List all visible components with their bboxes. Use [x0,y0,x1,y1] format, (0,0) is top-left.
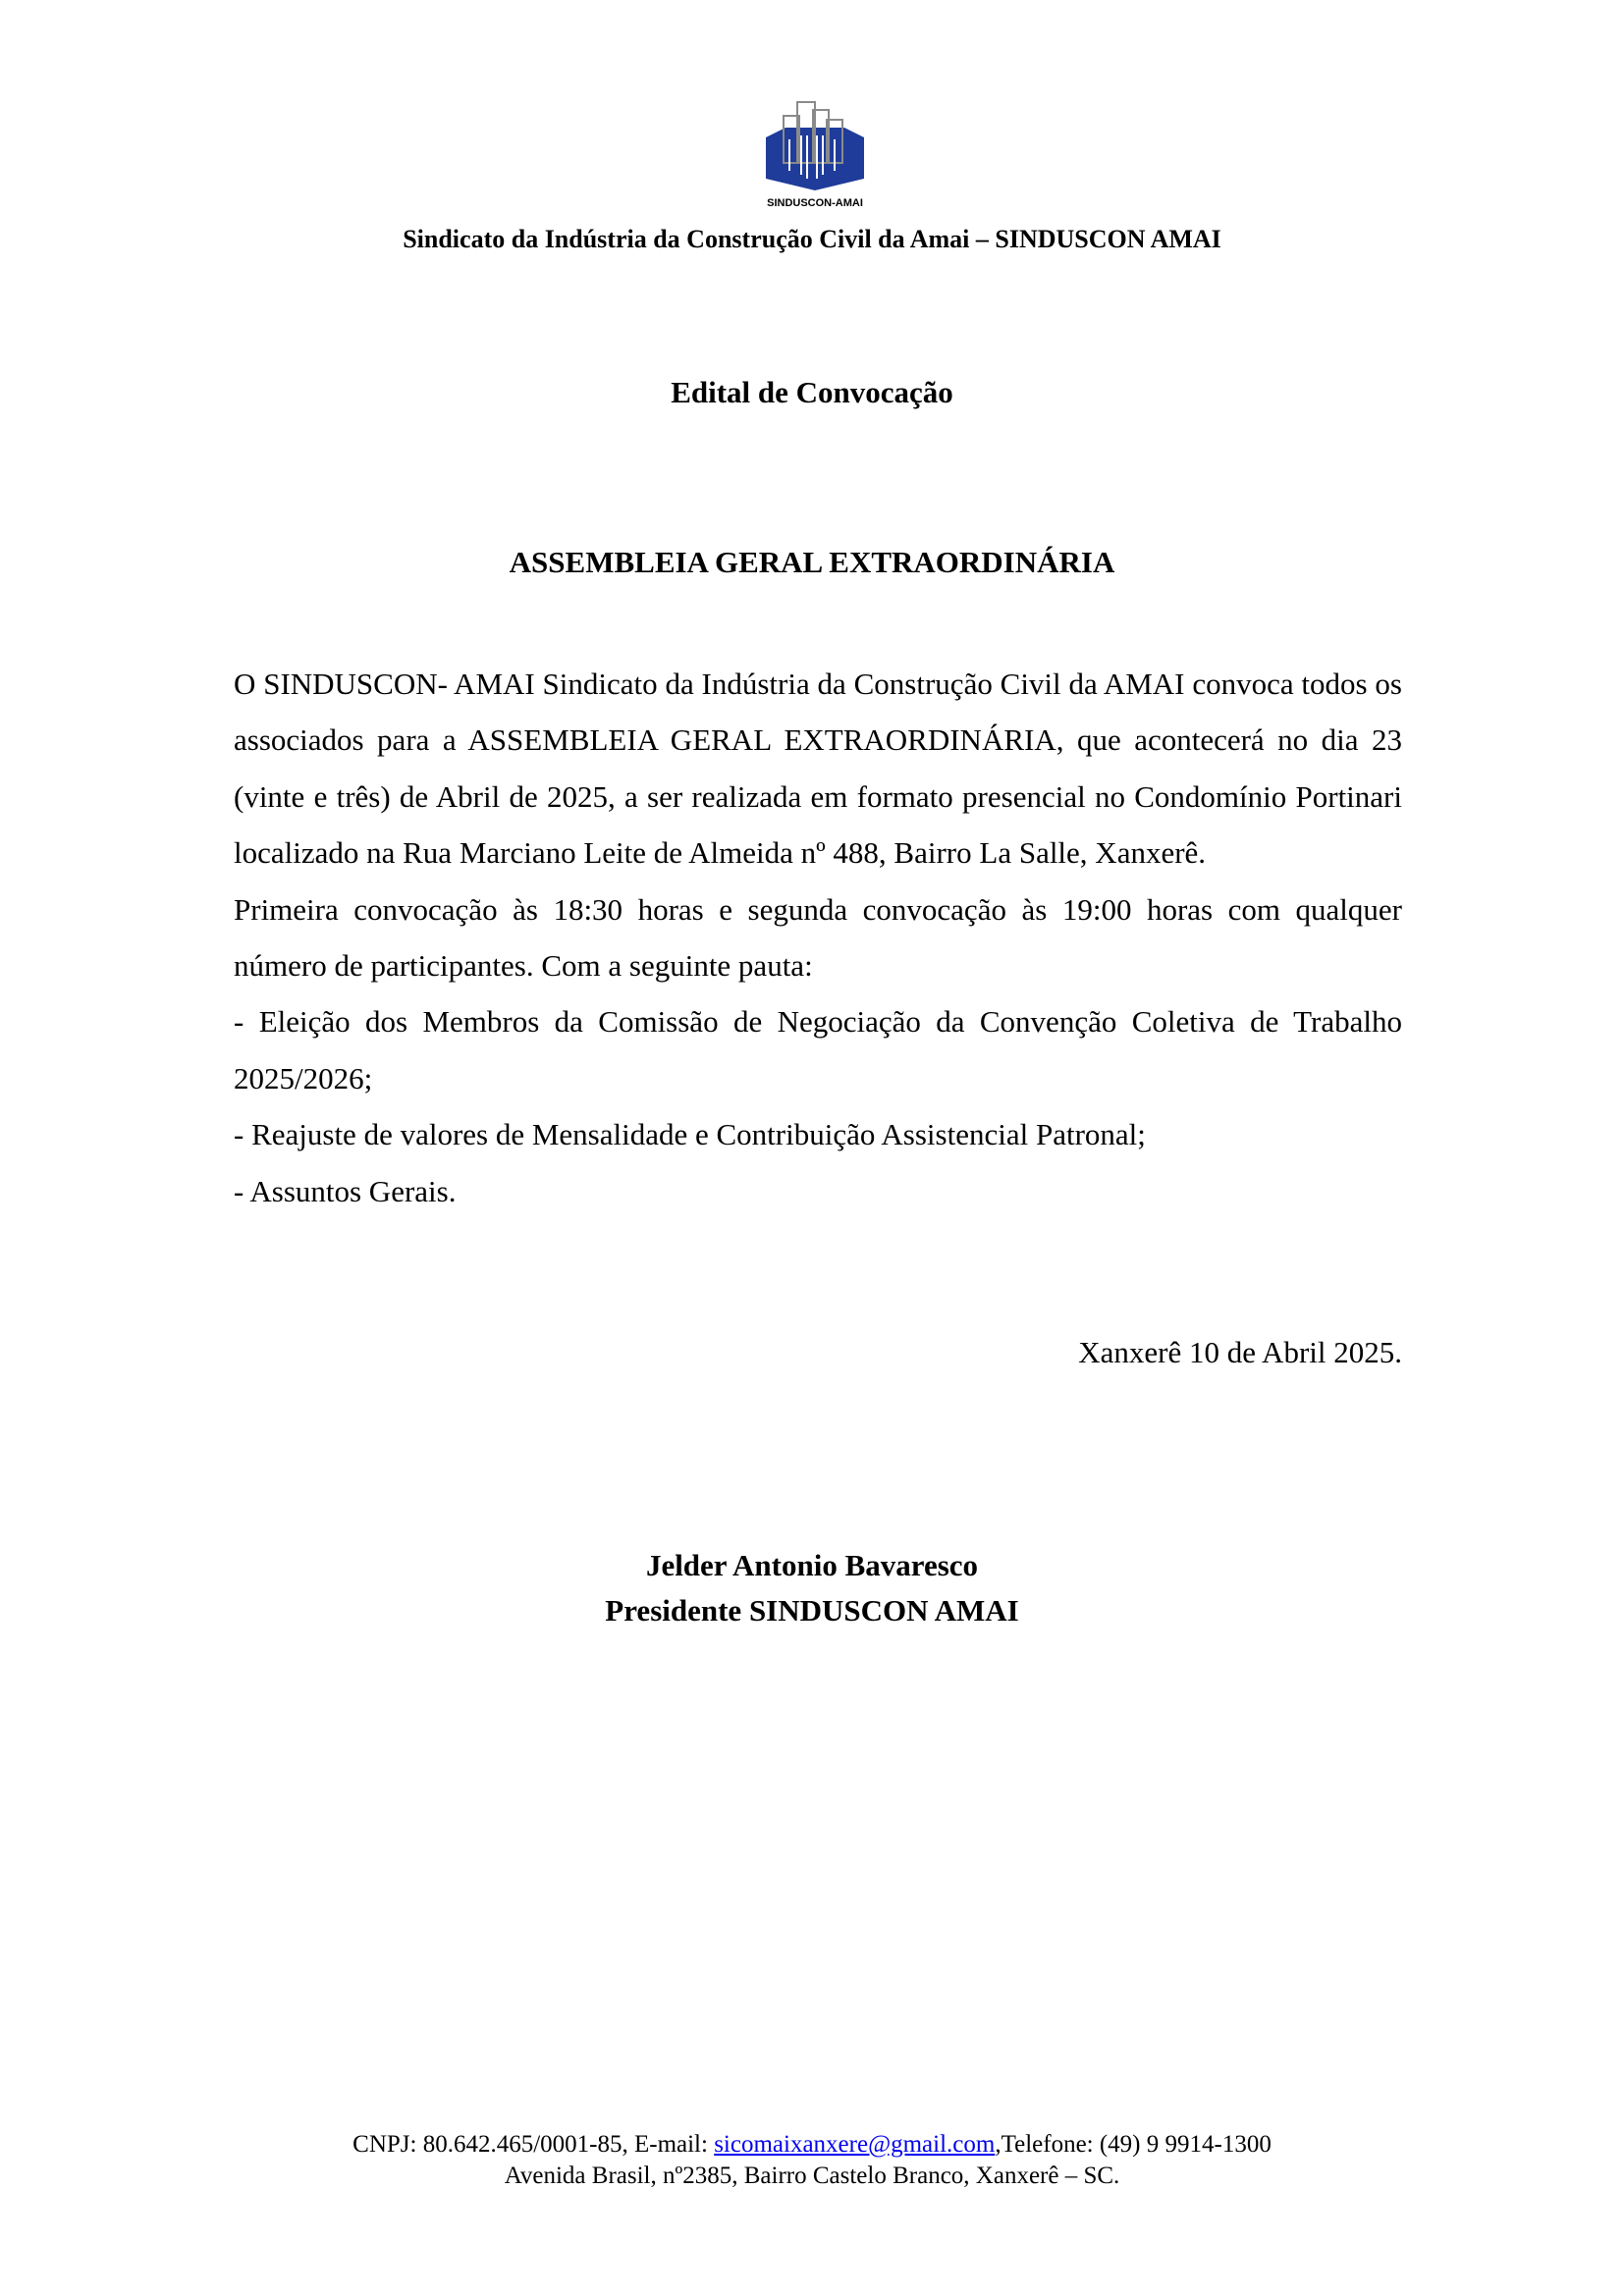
agenda-item: - Assuntos Gerais. [234,1173,457,1208]
edital-title: Edital de Convocação [671,375,953,409]
signatory-name: Jelder Antonio Bavaresco [645,1548,979,1582]
organization-line: Sindicato da Indústria da Construção Civil da Amai – SINDUSCON AMAI [403,225,1221,253]
logo-text: SINDUSCON-AMAI [767,197,863,209]
schedule-paragraph: Primeira convocação às 18:30 horas e segunda convocação às 19:00 horas com qualquer número de participantes. Com a seguinte pauta: [234,891,1402,984]
assembly-title: ASSEMBLEIA GERAL EXTRAORDINÁRIA [509,545,1115,579]
date-line: Xanxerê 10 de Abril 2025. [1078,1335,1402,1369]
footer-cnpj-text: CNPJ: 80.642.465/0001-85, E-mail: [352,2131,715,2158]
footer [0,2129,1624,2192]
agenda-item: - Eleição dos Membros da Comissão de Negociação da Convenção Coletiva de Trabalho 2025/2026; [234,1004,1402,1095]
convocation-paragraph: O SINDUSCON- AMAI Sindicato da Indústria da Construção Civil da AMAI convoca todos os associados para a ASSEMBLEIA GERAL EXTRAORDINÁRIA, que acontecerá no dia 23 (vinte e três) de Abril de 2025, a ser realizada em formato presencial no Condomínio Portinari localizado na Rua Marciano Leite de Almeida nº 488, Bairro La Salle, Xanxerê. [234,667,1402,871]
email-link[interactable]: sicomaixanxere@gmail.com [714,2131,996,2158]
signatory-role: Presidente SINDUSCON AMAI [605,1593,1019,1628]
document-body [234,656,1402,1219]
sinduscon-logo [756,96,874,210]
signature-block [0,1543,1624,1633]
footer-phone-text: ,Telefone: (49) 9 9914-1300 [995,2131,1272,2158]
building-icon [756,96,874,210]
footer-address-line: Avenida Brasil, nº2385, Bairro Castelo Branco, Xanxerê – SC. [504,2163,1120,2189]
agenda-item: - Reajuste de valores de Mensalidade e Contribuição Assistencial Patronal; [234,1117,1146,1152]
footer-contact-line [0,2129,1624,2161]
